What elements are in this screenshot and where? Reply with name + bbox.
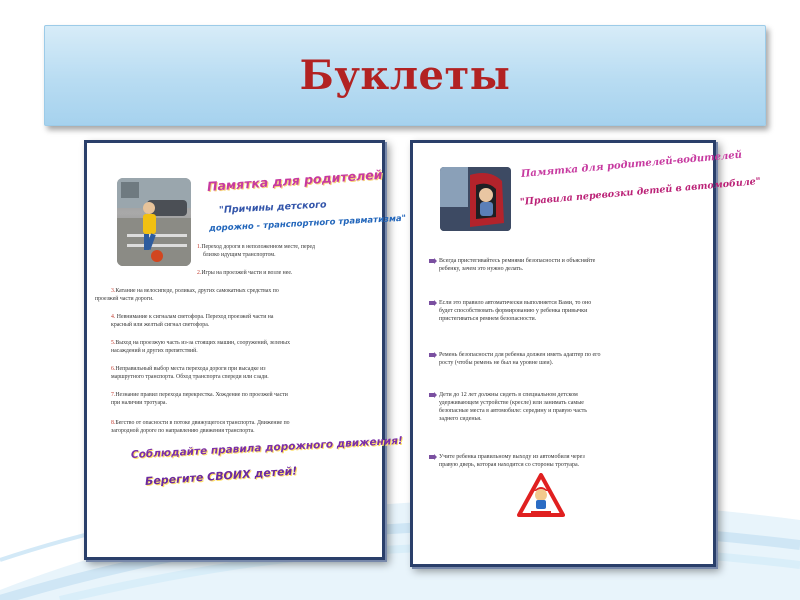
- booklet1-item-2: 2.Игры на проезжей части и возле нее.: [197, 270, 293, 276]
- booklet2-item-2: Если это правило автоматически выполняется Вами, то оно будет способствовать формированию у ребенка привычки пристегиваться ремнем безопасности.: [439, 299, 701, 323]
- title-banner: [44, 25, 766, 126]
- booklet-page-2: [410, 140, 762, 567]
- bullet-arrow-icon: [429, 392, 437, 398]
- booklet2-item-4: Дети до 12 лет должны сидеть в специальном детском удерживающем устройстве (кресле) или занимать самые безопасные места в автомобиле: середину и правую часть заднего сиденья.: [439, 391, 701, 423]
- booklet-page-1: [84, 140, 407, 560]
- bullet-arrow-icon: [429, 352, 437, 358]
- booklet1-slogan-1: Соблюдайте правила дорожного движения!: [130, 434, 404, 461]
- booklet2-heading: Памятка для родителей-водителей: [520, 149, 743, 180]
- bullet-arrow-icon: [429, 300, 437, 306]
- booklet1-item-7: 7.Незнание правил перехода перекрестка. Хождение по проезжей части при наличии тротуара.: [111, 392, 288, 406]
- booklet1-heading: Памятка для родителей: [206, 166, 383, 194]
- booklet2-item-1: Всегда пристегивайтесь ремнями безопасности и объясняйте ребенку, зачем это нужно делать.: [439, 257, 701, 273]
- slide-title: Буклеты: [299, 52, 511, 99]
- booklet1-slogan-2: Берегите СВОИХ детей!: [144, 464, 298, 488]
- booklet1-item-4: 4. Невнимание к сигналам светофора. Переход проезжей части на красный или желтый сигнал светофора.: [111, 314, 274, 328]
- booklet2-subheading: "Правила перевозки детей в автомобиле": [519, 175, 762, 208]
- booklet1-subheading-2: дорожно - транспортного травматизма": [208, 213, 407, 234]
- booklet1-subheading: "Причины детского: [218, 199, 327, 216]
- booklet1-item-5: 5.Выход на проезжую часть из-за стоящих машин, сооружений, зеленых насаждений и других препятствий.: [111, 340, 290, 354]
- bullet-arrow-icon: [429, 454, 437, 460]
- booklet2-item-5: Учите ребенка правильному выходу из автомобиля через правую дверь, которая находится со стороны тротуара.: [439, 453, 701, 469]
- car-seat-photo: [440, 167, 511, 231]
- bullet-arrow-icon: [429, 258, 437, 264]
- booklet2-item-3: Ремень безопасности для ребенка должен иметь адаптер по его росту (чтобы ремень не был на уровне шеи).: [439, 351, 701, 367]
- booklet1-item-3: 3.Катание на велосипеде, роликах, других самокатных средствах по проезжей части дороги.: [95, 288, 279, 302]
- warning-sign-icon: [517, 473, 565, 519]
- booklet1-item-6: 6.Неправильный выбор места перехода дороги при высадке из маршрутного транспорта. Обход транспорта спереди или сзади.: [111, 366, 269, 380]
- booklet1-item-1: 1.Переход дороги в неположенном месте, перед близко идущим транспортом.: [197, 244, 315, 258]
- booklet1-item-8: 8.Бегство от опасности в потоке движущегося транспорта. Движение по загородной дороге по направлению движения транспорта.: [111, 420, 290, 434]
- child-photo: [117, 178, 191, 266]
